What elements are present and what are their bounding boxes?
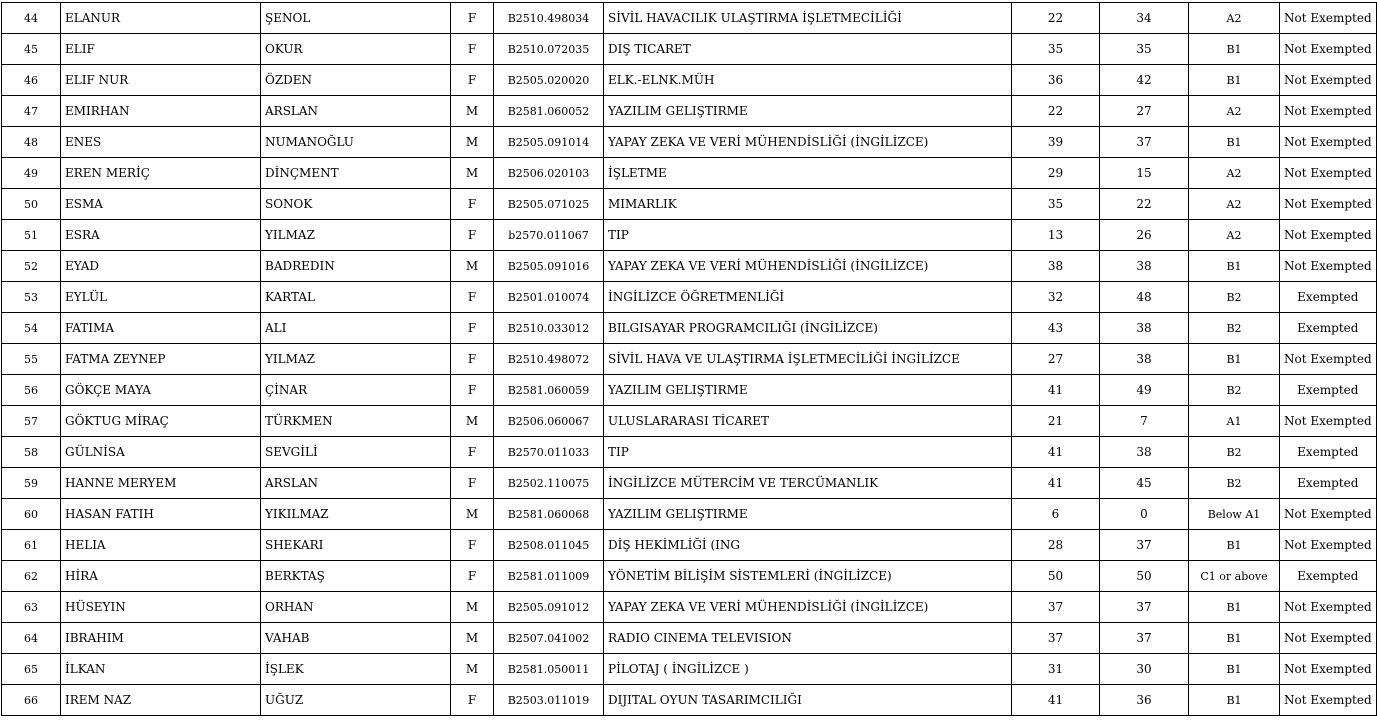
score-one-cell: 35: [1012, 34, 1100, 65]
table-row: [2, 468, 1377, 499]
row-number-cell: 52: [2, 251, 61, 282]
score-one-cell: 38: [1012, 251, 1100, 282]
first-name-cell: GÖKTUG MİRAÇ: [61, 406, 261, 437]
gender-cell: M: [451, 592, 494, 623]
level-cell: B1: [1189, 127, 1280, 158]
gender-cell: M: [451, 96, 494, 127]
exemption-status-cell: Not Exempted: [1280, 406, 1377, 437]
score-two-cell: 15: [1100, 158, 1189, 189]
gender-cell: M: [451, 623, 494, 654]
level-cell: B1: [1189, 65, 1280, 96]
exemption-status-cell: Exempted: [1280, 375, 1377, 406]
department-cell: ELK.-ELNK.MÜH: [604, 65, 1012, 96]
last-name-cell: TÜRKMEN: [261, 406, 451, 437]
score-two-cell: 50: [1100, 561, 1189, 592]
row-number-cell: 65: [2, 654, 61, 685]
student-id-cell: B2581.060052: [494, 96, 604, 127]
department-cell: DİŞ HEKİMLİĞİ (ING: [604, 530, 1012, 561]
last-name-cell: YILMAZ: [261, 344, 451, 375]
score-two-cell: 0: [1100, 499, 1189, 530]
score-two-cell: 36: [1100, 685, 1189, 716]
gender-cell: M: [451, 127, 494, 158]
gender-cell: F: [451, 685, 494, 716]
score-two-cell: 48: [1100, 282, 1189, 313]
gender-cell: F: [451, 189, 494, 220]
row-number-cell: 45: [2, 34, 61, 65]
level-cell: A1: [1189, 406, 1280, 437]
score-one-cell: 22: [1012, 3, 1100, 34]
student-id-cell: B2508.011045: [494, 530, 604, 561]
first-name-cell: ELIF NUR: [61, 65, 261, 96]
exemption-status-cell: Exempted: [1280, 282, 1377, 313]
score-two-cell: 37: [1100, 127, 1189, 158]
last-name-cell: ORHAN: [261, 592, 451, 623]
table-row: [2, 499, 1377, 530]
department-cell: YAPAY ZEKA VE VERİ MÜHENDİSLİĞİ (İNGİLİZCE): [604, 251, 1012, 282]
level-cell: A2: [1189, 96, 1280, 127]
level-cell: A2: [1189, 220, 1280, 251]
last-name-cell: SHEKARI: [261, 530, 451, 561]
student-id-cell: B2506.060067: [494, 406, 604, 437]
score-one-cell: 29: [1012, 158, 1100, 189]
row-number-cell: 50: [2, 189, 61, 220]
last-name-cell: YILMAZ: [261, 220, 451, 251]
department-cell: ULUSLARARASI TİCARET: [604, 406, 1012, 437]
score-two-cell: 49: [1100, 375, 1189, 406]
table-row: [2, 158, 1377, 189]
first-name-cell: EREN MERİÇ: [61, 158, 261, 189]
gender-cell: M: [451, 158, 494, 189]
score-one-cell: 41: [1012, 437, 1100, 468]
table-row: [2, 282, 1377, 313]
table-row: [2, 654, 1377, 685]
first-name-cell: FATMA ZEYNEP: [61, 344, 261, 375]
exemption-status-cell: Exempted: [1280, 437, 1377, 468]
score-one-cell: 13: [1012, 220, 1100, 251]
table-row: [2, 313, 1377, 344]
table-row: [2, 65, 1377, 96]
score-two-cell: 26: [1100, 220, 1189, 251]
score-two-cell: 7: [1100, 406, 1189, 437]
student-id-cell: B2505.071025: [494, 189, 604, 220]
results-table: [1, 2, 1377, 716]
score-one-cell: 35: [1012, 189, 1100, 220]
student-id-cell: B2502.110075: [494, 468, 604, 499]
first-name-cell: HİRA: [61, 561, 261, 592]
exemption-status-cell: Not Exempted: [1280, 65, 1377, 96]
first-name-cell: İLKAN: [61, 654, 261, 685]
exemption-status-cell: Not Exempted: [1280, 592, 1377, 623]
table-row: [2, 406, 1377, 437]
exemption-status-cell: Exempted: [1280, 313, 1377, 344]
last-name-cell: BERKTAŞ: [261, 561, 451, 592]
level-cell: A2: [1189, 189, 1280, 220]
student-id-cell: B2507.041002: [494, 623, 604, 654]
last-name-cell: OKUR: [261, 34, 451, 65]
score-one-cell: 6: [1012, 499, 1100, 530]
level-cell: B1: [1189, 251, 1280, 282]
student-id-cell: B2510.498072: [494, 344, 604, 375]
score-one-cell: 36: [1012, 65, 1100, 96]
student-id-cell: B2505.091012: [494, 592, 604, 623]
gender-cell: F: [451, 468, 494, 499]
score-two-cell: 37: [1100, 592, 1189, 623]
first-name-cell: IREM NAZ: [61, 685, 261, 716]
score-one-cell: 32: [1012, 282, 1100, 313]
level-cell: B2: [1189, 313, 1280, 344]
gender-cell: F: [451, 65, 494, 96]
department-cell: PİLOTAJ ( İNGİLİZCE ): [604, 654, 1012, 685]
level-cell: B1: [1189, 685, 1280, 716]
student-id-cell: B2505.091014: [494, 127, 604, 158]
level-cell: B1: [1189, 654, 1280, 685]
department-cell: RADIO CINEMA TELEVISION: [604, 623, 1012, 654]
score-two-cell: 22: [1100, 189, 1189, 220]
row-number-cell: 64: [2, 623, 61, 654]
level-cell: B2: [1189, 375, 1280, 406]
exemption-status-cell: Exempted: [1280, 468, 1377, 499]
department-cell: MIMARLIK: [604, 189, 1012, 220]
student-id-cell: B2505.091016: [494, 251, 604, 282]
row-number-cell: 62: [2, 561, 61, 592]
department-cell: YAZILIM GELIŞTIRME: [604, 499, 1012, 530]
gender-cell: F: [451, 344, 494, 375]
first-name-cell: EYLÜL: [61, 282, 261, 313]
gender-cell: M: [451, 251, 494, 282]
first-name-cell: HASAN FATIH: [61, 499, 261, 530]
gender-cell: M: [451, 406, 494, 437]
last-name-cell: BADREDIN: [261, 251, 451, 282]
level-cell: B1: [1189, 34, 1280, 65]
table-row: [2, 344, 1377, 375]
level-cell: A2: [1189, 158, 1280, 189]
student-id-cell: B2581.011009: [494, 561, 604, 592]
exemption-status-cell: Not Exempted: [1280, 158, 1377, 189]
gender-cell: F: [451, 561, 494, 592]
row-number-cell: 56: [2, 375, 61, 406]
first-name-cell: FATIMA: [61, 313, 261, 344]
row-number-cell: 54: [2, 313, 61, 344]
last-name-cell: ŞENOL: [261, 3, 451, 34]
level-cell: Below A1: [1189, 499, 1280, 530]
last-name-cell: ÖZDEN: [261, 65, 451, 96]
score-two-cell: 35: [1100, 34, 1189, 65]
first-name-cell: ELIF: [61, 34, 261, 65]
student-id-cell: B2581.060068: [494, 499, 604, 530]
score-one-cell: 21: [1012, 406, 1100, 437]
department-cell: BILGISAYAR PROGRAMCILIĞI (İNGİLİZCE): [604, 313, 1012, 344]
department-cell: İNGİLİZCE MÜTERCİM VE TERCÜMANLIK: [604, 468, 1012, 499]
row-number-cell: 51: [2, 220, 61, 251]
first-name-cell: HELIA: [61, 530, 261, 561]
department-cell: SİVİL HAVACILIK ULAŞTIRMA İŞLETMECİLİĞİ: [604, 3, 1012, 34]
score-one-cell: 50: [1012, 561, 1100, 592]
exemption-status-cell: Exempted: [1280, 561, 1377, 592]
student-id-cell: B2506.020103: [494, 158, 604, 189]
last-name-cell: ÇİNAR: [261, 375, 451, 406]
table-body: [2, 3, 1377, 716]
level-cell: C1 or above: [1189, 561, 1280, 592]
table-row: [2, 623, 1377, 654]
department-cell: TIP: [604, 220, 1012, 251]
department-cell: İNGİLİZCE ÖĞRETMENLİĞİ: [604, 282, 1012, 313]
exemption-status-cell: Not Exempted: [1280, 96, 1377, 127]
gender-cell: F: [451, 530, 494, 561]
last-name-cell: UĞUZ: [261, 685, 451, 716]
table-row: [2, 220, 1377, 251]
first-name-cell: HÜSEYIN: [61, 592, 261, 623]
score-one-cell: 39: [1012, 127, 1100, 158]
row-number-cell: 46: [2, 65, 61, 96]
first-name-cell: GÜLNİSA: [61, 437, 261, 468]
level-cell: B1: [1189, 592, 1280, 623]
department-cell: SİVİL HAVA VE ULAŞTIRMA İŞLETMECİLİĞİ İNGİLİZCE: [604, 344, 1012, 375]
last-name-cell: YIKILMAZ: [261, 499, 451, 530]
department-cell: YÖNETİM BİLİŞİM SİSTEMLERİ (İNGİLİZCE): [604, 561, 1012, 592]
gender-cell: F: [451, 313, 494, 344]
score-one-cell: 37: [1012, 623, 1100, 654]
table-row: [2, 437, 1377, 468]
student-id-cell: B2581.050011: [494, 654, 604, 685]
score-one-cell: 28: [1012, 530, 1100, 561]
table-row: [2, 127, 1377, 158]
first-name-cell: ELANUR: [61, 3, 261, 34]
department-cell: YAPAY ZEKA VE VERİ MÜHENDİSLİĞİ (İNGİLİZCE): [604, 592, 1012, 623]
table-row: [2, 685, 1377, 716]
score-one-cell: 41: [1012, 685, 1100, 716]
last-name-cell: İŞLEK: [261, 654, 451, 685]
table-row: [2, 189, 1377, 220]
student-id-cell: B2510.498034: [494, 3, 604, 34]
table-row: [2, 251, 1377, 282]
student-id-cell: B2501.010074: [494, 282, 604, 313]
row-number-cell: 55: [2, 344, 61, 375]
score-two-cell: 38: [1100, 437, 1189, 468]
exemption-status-cell: Not Exempted: [1280, 623, 1377, 654]
row-number-cell: 53: [2, 282, 61, 313]
last-name-cell: VAHAB: [261, 623, 451, 654]
first-name-cell: IBRAHIM: [61, 623, 261, 654]
exemption-status-cell: Not Exempted: [1280, 189, 1377, 220]
exemption-status-cell: Not Exempted: [1280, 344, 1377, 375]
exemption-status-cell: Not Exempted: [1280, 220, 1377, 251]
department-cell: TIP: [604, 437, 1012, 468]
gender-cell: M: [451, 654, 494, 685]
level-cell: B2: [1189, 468, 1280, 499]
row-number-cell: 63: [2, 592, 61, 623]
level-cell: B1: [1189, 344, 1280, 375]
row-number-cell: 44: [2, 3, 61, 34]
level-cell: B2: [1189, 282, 1280, 313]
score-one-cell: 27: [1012, 344, 1100, 375]
score-one-cell: 41: [1012, 375, 1100, 406]
last-name-cell: ARSLAN: [261, 468, 451, 499]
score-one-cell: 43: [1012, 313, 1100, 344]
exemption-status-cell: Not Exempted: [1280, 654, 1377, 685]
student-id-cell: B2510.033012: [494, 313, 604, 344]
row-number-cell: 49: [2, 158, 61, 189]
student-id-cell: B2570.011033: [494, 437, 604, 468]
gender-cell: M: [451, 499, 494, 530]
student-id-cell: B2503.011019: [494, 685, 604, 716]
row-number-cell: 57: [2, 406, 61, 437]
last-name-cell: SONOK: [261, 189, 451, 220]
first-name-cell: ENES: [61, 127, 261, 158]
exemption-status-cell: Not Exempted: [1280, 685, 1377, 716]
first-name-cell: EYAD: [61, 251, 261, 282]
score-two-cell: 45: [1100, 468, 1189, 499]
gender-cell: F: [451, 3, 494, 34]
last-name-cell: DİNÇMENT: [261, 158, 451, 189]
table-row: [2, 561, 1377, 592]
level-cell: B1: [1189, 530, 1280, 561]
score-two-cell: 30: [1100, 654, 1189, 685]
row-number-cell: 47: [2, 96, 61, 127]
department-cell: İŞLETME: [604, 158, 1012, 189]
score-two-cell: 37: [1100, 530, 1189, 561]
score-one-cell: 41: [1012, 468, 1100, 499]
first-name-cell: EMIRHAN: [61, 96, 261, 127]
score-one-cell: 22: [1012, 96, 1100, 127]
student-id-cell: b2570.011067: [494, 220, 604, 251]
table-row: [2, 375, 1377, 406]
exemption-status-cell: Not Exempted: [1280, 530, 1377, 561]
gender-cell: F: [451, 282, 494, 313]
department-cell: DIŞ TICARET: [604, 34, 1012, 65]
first-name-cell: ESMA: [61, 189, 261, 220]
exemption-status-cell: Not Exempted: [1280, 3, 1377, 34]
last-name-cell: ARSLAN: [261, 96, 451, 127]
level-cell: B1: [1189, 623, 1280, 654]
first-name-cell: HANNE MERYEM: [61, 468, 261, 499]
score-two-cell: 38: [1100, 251, 1189, 282]
table-row: [2, 530, 1377, 561]
table-row: [2, 34, 1377, 65]
gender-cell: F: [451, 220, 494, 251]
student-id-cell: B2505.020020: [494, 65, 604, 96]
score-one-cell: 37: [1012, 592, 1100, 623]
department-cell: DIJITAL OYUN TASARIMCILIĞI: [604, 685, 1012, 716]
gender-cell: F: [451, 375, 494, 406]
row-number-cell: 60: [2, 499, 61, 530]
exemption-status-cell: Not Exempted: [1280, 34, 1377, 65]
first-name-cell: ESRA: [61, 220, 261, 251]
first-name-cell: GÖKÇE MAYA: [61, 375, 261, 406]
row-number-cell: 66: [2, 685, 61, 716]
score-two-cell: 34: [1100, 3, 1189, 34]
table-row: [2, 592, 1377, 623]
exemption-status-cell: Not Exempted: [1280, 127, 1377, 158]
row-number-cell: 61: [2, 530, 61, 561]
last-name-cell: KARTAL: [261, 282, 451, 313]
score-two-cell: 38: [1100, 344, 1189, 375]
score-two-cell: 37: [1100, 623, 1189, 654]
gender-cell: F: [451, 34, 494, 65]
gender-cell: F: [451, 437, 494, 468]
department-cell: YAPAY ZEKA VE VERİ MÜHENDİSLİĞİ (İNGİLİZCE): [604, 127, 1012, 158]
exemption-status-cell: Not Exempted: [1280, 251, 1377, 282]
row-number-cell: 59: [2, 468, 61, 499]
exemption-status-cell: Not Exempted: [1280, 499, 1377, 530]
score-two-cell: 38: [1100, 313, 1189, 344]
level-cell: B2: [1189, 437, 1280, 468]
level-cell: A2: [1189, 3, 1280, 34]
student-id-cell: B2581.060059: [494, 375, 604, 406]
score-two-cell: 42: [1100, 65, 1189, 96]
score-one-cell: 31: [1012, 654, 1100, 685]
row-number-cell: 58: [2, 437, 61, 468]
student-id-cell: B2510.072035: [494, 34, 604, 65]
department-cell: YAZILIM GELIŞTIRME: [604, 375, 1012, 406]
last-name-cell: NUMANOĞLU: [261, 127, 451, 158]
table-row: [2, 3, 1377, 34]
last-name-cell: ALI: [261, 313, 451, 344]
last-name-cell: SEVGİLİ: [261, 437, 451, 468]
department-cell: YAZILIM GELIŞTIRME: [604, 96, 1012, 127]
score-two-cell: 27: [1100, 96, 1189, 127]
table-row: [2, 96, 1377, 127]
row-number-cell: 48: [2, 127, 61, 158]
